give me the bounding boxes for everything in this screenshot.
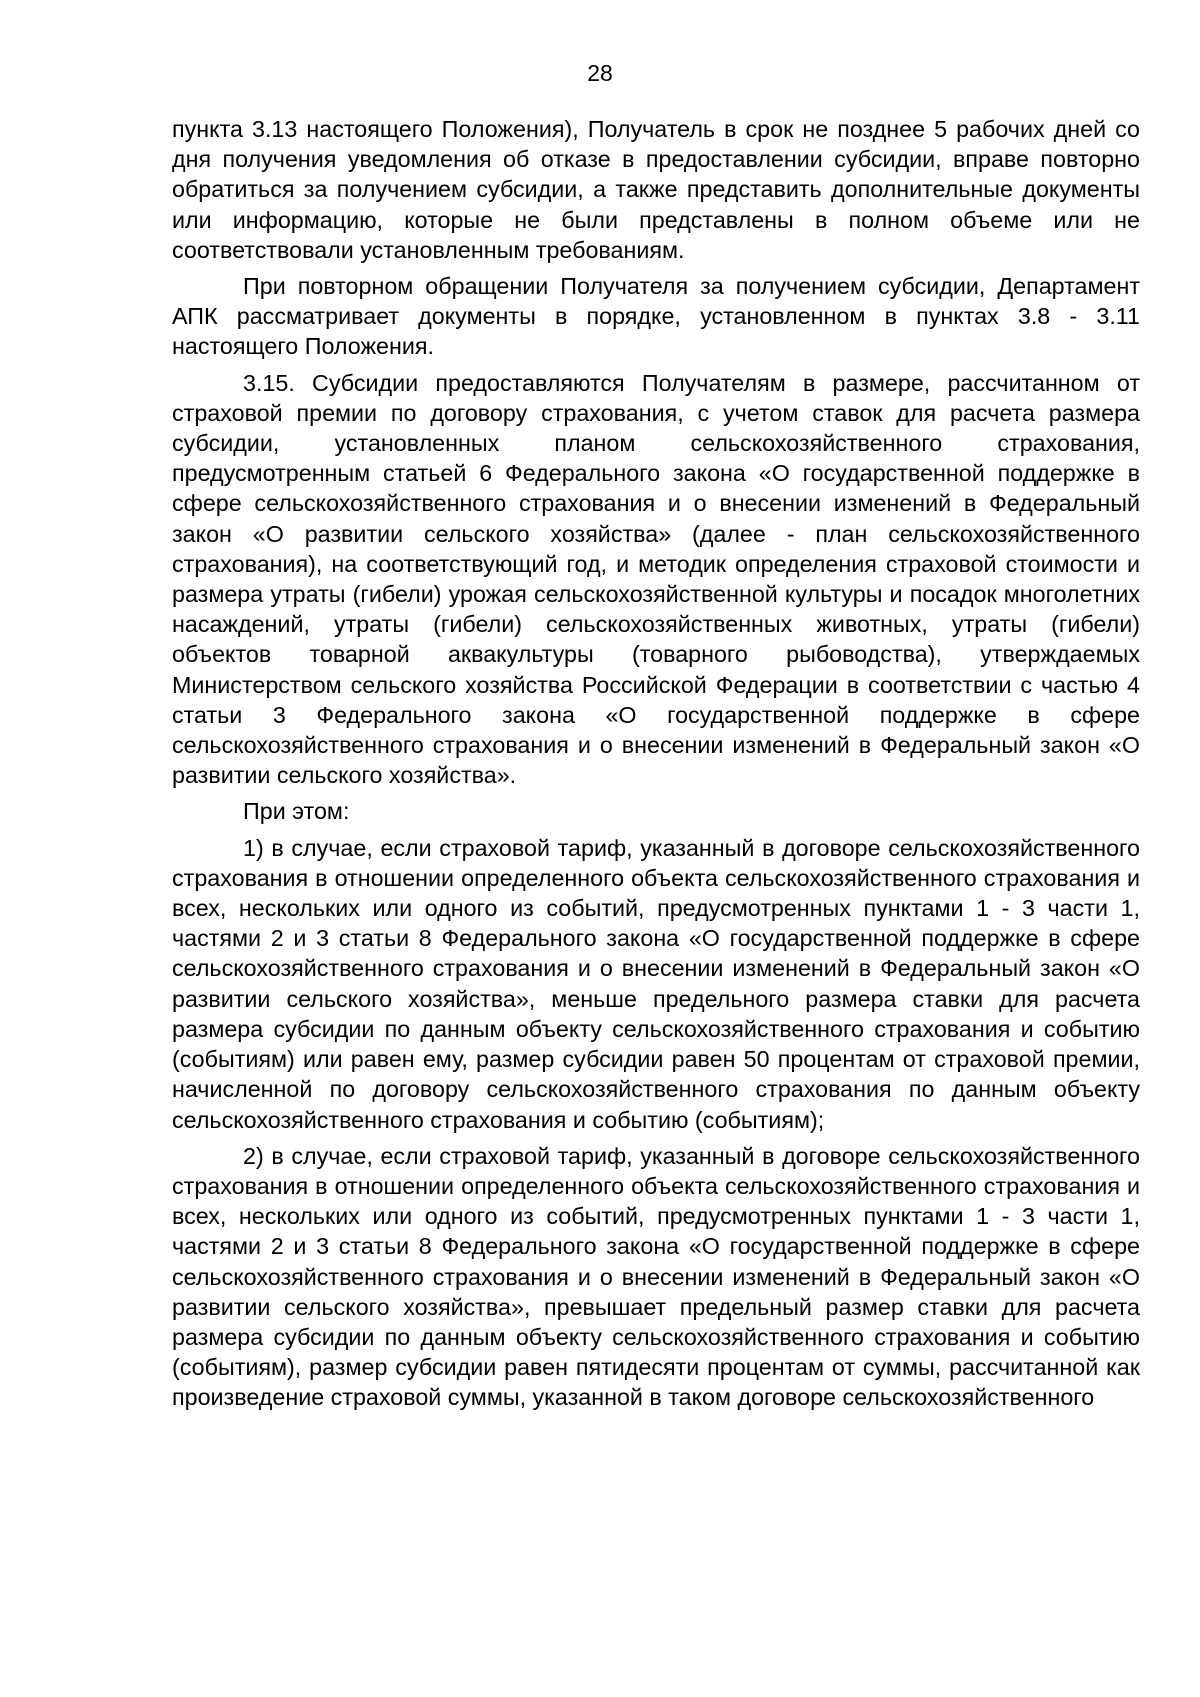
paragraph-item-2: 2) в случае, если страховой тариф, указанный в договоре сельскохозяйственного страхования в отношении определенного объекта сельскохозяйственного страхования и всех, нескольких или одного из событий, предусмотренных пунктами 1 - 3 части 1, частями 2 и 3 статьи 8 Федерального закона «О государственной поддержке в сфере сельскохозяйственного страхования и о внесении изменений в Федеральный закон «О развитии сельского хозяйства», превышает предельный размер ставки для расчета размера субсидии по данным объекту сельскохозяйственного страхования и событию (событиям), размер субсидии равен пятидесяти процентам от суммы, рассчитанной как произведение страховой суммы, указанной в таком договоре сельскохозяйственного: [172, 1142, 1140, 1411]
paragraph-pri-etom: При этом:: [243, 798, 350, 825]
page-number: 28: [587, 60, 613, 86]
paragraph-repeat-application: При повторном обращении Получателя за получением субсидии, Департамент АПК рассматривает документы в порядке, установленном в пунктах 3.8 - 3.11 настоящего Положения.: [172, 273, 1140, 360]
paragraph-item-1: 1) в случае, если страховой тариф, указанный в договоре сельскохозяйственного страхования в отношении определенного объекта сельскохозяйственного страхования и всех, нескольких или одного из событий, предусмотренных пунктами 1 - 3 части 1, частями 2 и 3 статьи 8 Федерального закона «О государственной поддержке в сфере сельскохозяйственного страхования и о внесении изменений в Федеральный закон «О развитии сельского хозяйства», меньше предельного размера ставки для расчета размера субсидии по данным объекту сельскохозяйственного страхования и событию (событиям) или равен ему, размер субсидии равен 50 процентам от страховой премии, начисленной по договору сельскохозяйственного страхования по данным объекту сельскохозяйственного страхования и событию (событиям);: [172, 834, 1140, 1133]
paragraph-3-15: 3.15. Субсидии предоставляются Получателям в размере, рассчитанном от страховой премии по договору страхования, с учетом ставок для расчета размера субсидии, установленных планом сельскохозяйственного страхования, предусмотренным статьей 6 Федерального закона «О государственной поддержке в сфере сельскохозяйственного страхования и о внесении изменений в Федеральный закон «О развитии сельского хозяйства» (далее - план сельскохозяйственного страхования), на соответствующий год, и методик определения страховой стоимости и размера утраты (гибели) урожая сельскохозяйственной культуры и посадок многолетних насаждений, утраты (гибели) сельскохозяйственных животных, утраты (гибели) объектов товарной аквакультуры (товарного рыбоводства), утверждаемых Министерством сельского хозяйства Российской Федерации в соответствии с частью 4 статьи 3 Федерального закона «О государственной поддержке в сфере сельскохозяйственного страхования и о внесении изменений в Федеральный закон «О развитии сельского хозяйства».: [172, 369, 1140, 789]
paragraph-continuation: пункта 3.13 настоящего Положения), Получатель в срок не позднее 5 рабочих дней со дня получения уведомления об отказе в предоставлении субсидии, вправе повторно обратиться за получением субсидии, а также представить дополнительные документы или информацию, которые не были представлены в полном объеме или не соответствовали установленным требованиям.: [172, 116, 1140, 263]
document-body: [172, 114, 1140, 1419]
